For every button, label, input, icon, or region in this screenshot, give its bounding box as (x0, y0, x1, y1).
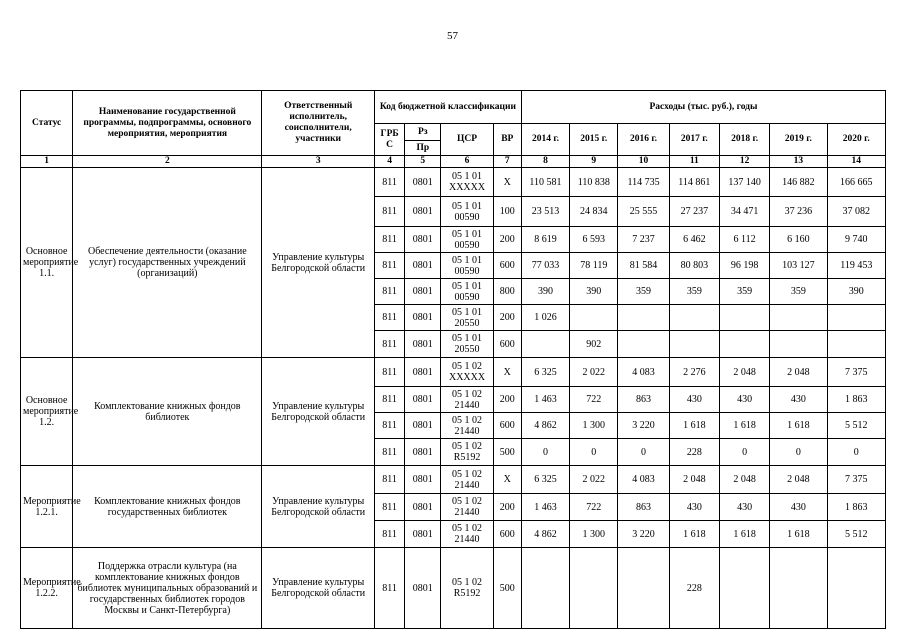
column-number: 11 (669, 156, 719, 168)
value-cell: 6 325 (521, 358, 569, 387)
value-cell: 7 375 (827, 358, 885, 387)
value-cell: 114 735 (618, 168, 669, 197)
rzpr-cell: 0801 (405, 197, 441, 227)
value-cell: 4 083 (618, 358, 669, 387)
value-cell: 1 618 (770, 413, 827, 439)
header-grbs: ГРБ С (375, 124, 405, 156)
csr-cell: 05 1 02 21440 (441, 413, 493, 439)
value-cell: 1 463 (521, 387, 569, 413)
value-cell: 2 276 (669, 358, 719, 387)
vr-cell: Х (493, 358, 521, 387)
vr-cell: 600 (493, 331, 521, 358)
program-name-cell: Комплектование книжных фондов государственных библиотек (73, 466, 262, 548)
table-row (21, 168, 886, 197)
value-cell (618, 331, 669, 358)
rzpr-cell: 0801 (405, 227, 441, 253)
value-cell (521, 331, 569, 358)
value-cell: 1 863 (827, 494, 885, 521)
value-cell: 359 (669, 279, 719, 305)
grbs-cell: 811 (375, 197, 405, 227)
value-cell: 2 048 (770, 358, 827, 387)
column-number: 7 (493, 156, 521, 168)
vr-cell: 500 (493, 548, 521, 629)
value-cell: 359 (770, 279, 827, 305)
value-cell: 166 665 (827, 168, 885, 197)
grbs-cell: 811 (375, 387, 405, 413)
value-cell: 6 325 (521, 466, 569, 494)
column-number: 1 (21, 156, 73, 168)
value-cell: 3 220 (618, 521, 669, 548)
header-csr: ЦСР (441, 124, 493, 156)
budget-table (20, 90, 886, 629)
value-cell (719, 305, 769, 331)
column-number: 14 (827, 156, 885, 168)
rzpr-cell: 0801 (405, 331, 441, 358)
table-body (21, 168, 886, 629)
vr-cell: 100 (493, 197, 521, 227)
value-cell: 1 618 (719, 521, 769, 548)
value-cell: 2 048 (770, 466, 827, 494)
grbs-cell: 811 (375, 227, 405, 253)
rzpr-cell: 0801 (405, 439, 441, 466)
grbs-cell: 811 (375, 413, 405, 439)
value-cell (827, 548, 885, 629)
csr-cell: 05 1 01 00590 (441, 227, 493, 253)
grbs-cell: 811 (375, 439, 405, 466)
value-cell: 228 (669, 548, 719, 629)
column-number: 4 (375, 156, 405, 168)
csr-cell: 05 1 02 21440 (441, 494, 493, 521)
value-cell (669, 331, 719, 358)
value-cell: 6 112 (719, 227, 769, 253)
value-cell: 1 300 (570, 521, 618, 548)
value-cell: 7 375 (827, 466, 885, 494)
csr-cell: 05 1 01 ХХХХХ (441, 168, 493, 197)
header-year: 2017 г. (669, 124, 719, 156)
value-cell: 80 803 (669, 253, 719, 279)
value-cell: 430 (669, 387, 719, 413)
value-cell: 110 581 (521, 168, 569, 197)
status-cell: Основное мероприятие 1.2. (21, 358, 73, 466)
column-number: 8 (521, 156, 569, 168)
value-cell: 114 861 (669, 168, 719, 197)
value-cell: 8 619 (521, 227, 569, 253)
value-cell: 77 033 (521, 253, 569, 279)
csr-cell: 05 1 02 21440 (441, 466, 493, 494)
column-number: 6 (441, 156, 493, 168)
grbs-cell: 811 (375, 548, 405, 629)
grbs-cell: 811 (375, 358, 405, 387)
value-cell: 7 237 (618, 227, 669, 253)
value-cell: 137 140 (719, 168, 769, 197)
value-cell (618, 305, 669, 331)
header-status: Статус (21, 91, 73, 156)
rzpr-cell: 0801 (405, 521, 441, 548)
header-year: 2019 г. (770, 124, 827, 156)
value-cell: 4 862 (521, 413, 569, 439)
value-cell: 27 237 (669, 197, 719, 227)
vr-cell: 800 (493, 279, 521, 305)
value-cell: 430 (719, 387, 769, 413)
column-number: 3 (262, 156, 375, 168)
table-row (21, 358, 886, 387)
table-row (21, 548, 886, 629)
csr-cell: 05 1 02 R5192 (441, 548, 493, 629)
value-cell: 902 (570, 331, 618, 358)
value-cell: 2 048 (669, 466, 719, 494)
rzpr-cell: 0801 (405, 494, 441, 521)
value-cell: 6 462 (669, 227, 719, 253)
value-cell: 146 882 (770, 168, 827, 197)
program-name-cell: Комплектование книжных фондов библиотек (73, 358, 262, 466)
value-cell: 34 471 (719, 197, 769, 227)
executor-cell: Управление культуры Белгородской области (262, 358, 375, 466)
value-cell: 390 (521, 279, 569, 305)
value-cell: 0 (521, 439, 569, 466)
grbs-cell: 811 (375, 466, 405, 494)
value-cell: 0 (719, 439, 769, 466)
column-number: 2 (73, 156, 262, 168)
vr-cell: 200 (493, 227, 521, 253)
value-cell: 4 083 (618, 466, 669, 494)
value-cell: 722 (570, 494, 618, 521)
value-cell: 2 048 (719, 466, 769, 494)
value-cell: 96 198 (719, 253, 769, 279)
value-cell (719, 548, 769, 629)
header-name: Наименование государственной программы, подпрограммы, основного мероприятия, мероприятия (73, 91, 262, 156)
header-pr: Пр (405, 141, 441, 156)
header-year: 2014 г. (521, 124, 569, 156)
status-cell: Основное мероприятие 1.1. (21, 168, 73, 358)
value-cell: 119 453 (827, 253, 885, 279)
csr-cell: 05 1 01 00590 (441, 253, 493, 279)
value-cell: 228 (669, 439, 719, 466)
value-cell: 5 512 (827, 521, 885, 548)
value-cell: 359 (719, 279, 769, 305)
column-number: 13 (770, 156, 827, 168)
csr-cell: 05 1 02 R5192 (441, 439, 493, 466)
header-rz: Рз (405, 124, 441, 141)
value-cell (719, 331, 769, 358)
grbs-cell: 811 (375, 521, 405, 548)
rzpr-cell: 0801 (405, 279, 441, 305)
value-cell: 1 026 (521, 305, 569, 331)
value-cell: 390 (827, 279, 885, 305)
header-budget-code: Код бюджетной классификации (375, 91, 522, 124)
header-expenses: Расходы (тыс. руб.), годы (521, 91, 885, 124)
csr-cell: 05 1 01 00590 (441, 197, 493, 227)
csr-cell: 05 1 02 21440 (441, 521, 493, 548)
csr-cell: 05 1 02 21440 (441, 387, 493, 413)
header-year: 2016 г. (618, 124, 669, 156)
grbs-cell: 811 (375, 494, 405, 521)
page-number: 57 (447, 30, 458, 42)
value-cell: 6 160 (770, 227, 827, 253)
value-cell: 0 (827, 439, 885, 466)
value-cell (570, 548, 618, 629)
value-cell (770, 548, 827, 629)
value-cell: 23 513 (521, 197, 569, 227)
value-cell: 0 (770, 439, 827, 466)
grbs-cell: 811 (375, 331, 405, 358)
value-cell: 863 (618, 494, 669, 521)
value-cell: 1 863 (827, 387, 885, 413)
rzpr-cell: 0801 (405, 168, 441, 197)
vr-cell: 500 (493, 439, 521, 466)
csr-cell: 05 1 01 20550 (441, 305, 493, 331)
rzpr-cell: 0801 (405, 358, 441, 387)
value-cell: 430 (770, 387, 827, 413)
csr-cell: 05 1 02 ХХХХХ (441, 358, 493, 387)
value-cell: 103 127 (770, 253, 827, 279)
header-executor: Ответственный исполнитель, соисполнители, участники (262, 91, 375, 156)
status-cell: Мероприятие 1.2.2. (21, 548, 73, 629)
value-cell: 81 584 (618, 253, 669, 279)
column-number: 12 (719, 156, 769, 168)
value-cell: 1 618 (770, 521, 827, 548)
status-cell: Мероприятие 1.2.1. (21, 466, 73, 548)
column-number-row (21, 156, 886, 168)
value-cell (618, 548, 669, 629)
value-cell: 2 022 (570, 358, 618, 387)
value-cell: 2 022 (570, 466, 618, 494)
value-cell: 3 220 (618, 413, 669, 439)
grbs-cell: 811 (375, 305, 405, 331)
executor-cell: Управление культуры Белгородской области (262, 466, 375, 548)
value-cell (570, 305, 618, 331)
value-cell: 37 082 (827, 197, 885, 227)
value-cell (770, 331, 827, 358)
value-cell: 430 (669, 494, 719, 521)
value-cell: 5 512 (827, 413, 885, 439)
value-cell: 1 618 (719, 413, 769, 439)
value-cell (827, 305, 885, 331)
vr-cell: 200 (493, 387, 521, 413)
value-cell: 430 (770, 494, 827, 521)
value-cell: 78 119 (570, 253, 618, 279)
grbs-cell: 811 (375, 279, 405, 305)
csr-cell: 05 1 01 00590 (441, 279, 493, 305)
column-number: 10 (618, 156, 669, 168)
value-cell: 110 838 (570, 168, 618, 197)
value-cell (669, 305, 719, 331)
table-row (21, 466, 886, 494)
rzpr-cell: 0801 (405, 413, 441, 439)
program-name-cell: Обеспечение деятельности (оказание услуг) государственных учреждений (организаций) (73, 168, 262, 358)
rzpr-cell: 0801 (405, 253, 441, 279)
header-year: 2020 г. (827, 124, 885, 156)
vr-cell: 600 (493, 253, 521, 279)
value-cell: 863 (618, 387, 669, 413)
column-number: 9 (570, 156, 618, 168)
value-cell: 9 740 (827, 227, 885, 253)
vr-cell: Х (493, 168, 521, 197)
value-cell (827, 331, 885, 358)
value-cell: 0 (618, 439, 669, 466)
vr-cell: 600 (493, 521, 521, 548)
program-name-cell: Поддержка отрасли культура (на комплектование книжных фондов библиотек муниципальных образований и государственных библиотек городов Москвы и Санкт-Петербурга) (73, 548, 262, 629)
value-cell: 1 300 (570, 413, 618, 439)
value-cell: 0 (570, 439, 618, 466)
rzpr-cell: 0801 (405, 548, 441, 629)
csr-cell: 05 1 01 20550 (441, 331, 493, 358)
value-cell: 430 (719, 494, 769, 521)
executor-cell: Управление культуры Белгородской области (262, 548, 375, 629)
value-cell: 24 834 (570, 197, 618, 227)
rzpr-cell: 0801 (405, 387, 441, 413)
header-vr: ВР (493, 124, 521, 156)
value-cell: 1 618 (669, 521, 719, 548)
executor-cell: Управление культуры Белгородской области (262, 168, 375, 358)
value-cell (770, 305, 827, 331)
rzpr-cell: 0801 (405, 305, 441, 331)
value-cell: 4 862 (521, 521, 569, 548)
value-cell: 6 593 (570, 227, 618, 253)
value-cell: 37 236 (770, 197, 827, 227)
vr-cell: 200 (493, 305, 521, 331)
vr-cell: 200 (493, 494, 521, 521)
grbs-cell: 811 (375, 253, 405, 279)
rzpr-cell: 0801 (405, 466, 441, 494)
grbs-cell: 811 (375, 168, 405, 197)
value-cell (521, 548, 569, 629)
vr-cell: Х (493, 466, 521, 494)
value-cell: 390 (570, 279, 618, 305)
value-cell: 2 048 (719, 358, 769, 387)
header-year: 2015 г. (570, 124, 618, 156)
value-cell: 1 463 (521, 494, 569, 521)
value-cell: 1 618 (669, 413, 719, 439)
value-cell: 722 (570, 387, 618, 413)
header-year: 2018 г. (719, 124, 769, 156)
value-cell: 359 (618, 279, 669, 305)
vr-cell: 600 (493, 413, 521, 439)
column-number: 5 (405, 156, 441, 168)
value-cell: 25 555 (618, 197, 669, 227)
